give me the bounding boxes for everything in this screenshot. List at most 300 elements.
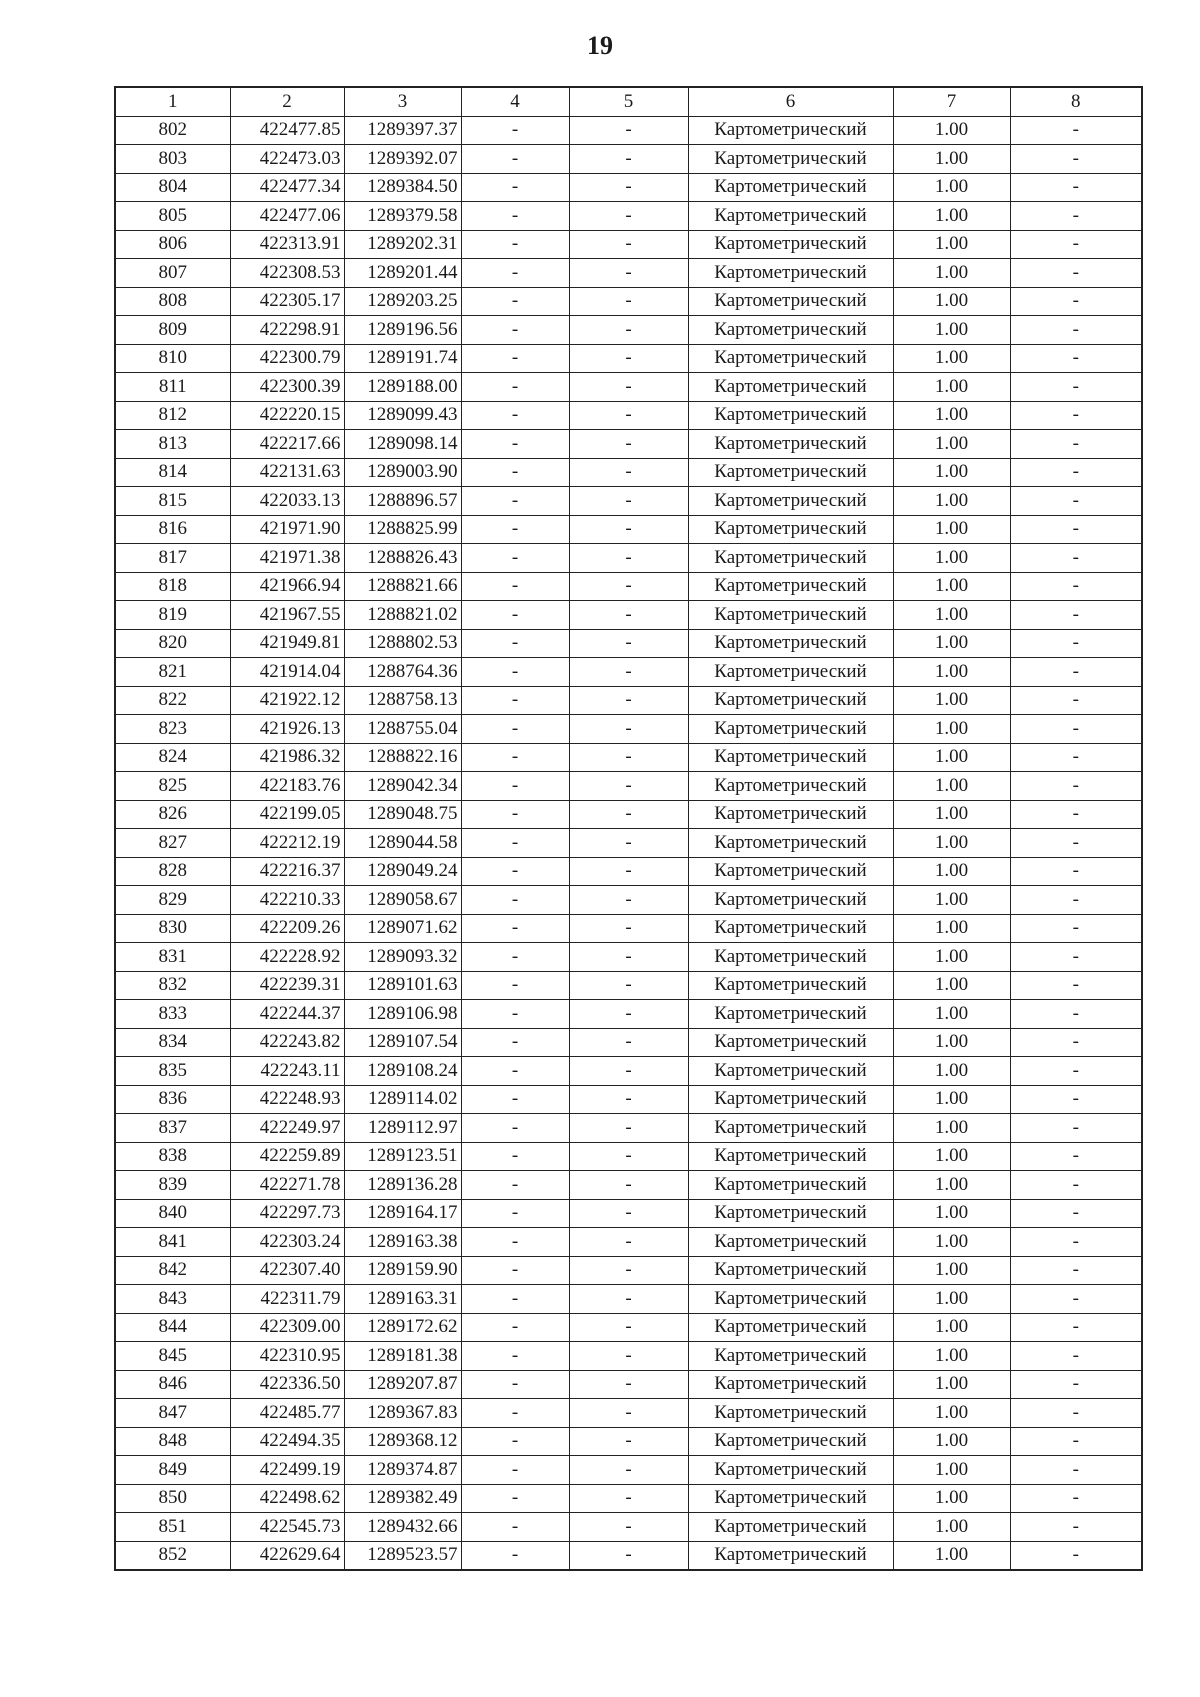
method-cell: Картометрический — [688, 1000, 893, 1029]
accuracy-cell: 1.00 — [893, 1142, 1010, 1171]
col4-cell: - — [461, 401, 569, 430]
point-number-cell: 821 — [115, 658, 230, 687]
table-row — [115, 515, 1142, 544]
col5-cell: - — [569, 971, 688, 1000]
point-number-cell: 841 — [115, 1228, 230, 1257]
col5-cell: - — [569, 116, 688, 145]
method-cell: Картометрический — [688, 1057, 893, 1086]
col8-cell: - — [1010, 1028, 1142, 1057]
col5-cell: - — [569, 230, 688, 259]
col5-cell: - — [569, 287, 688, 316]
table-row — [115, 1313, 1142, 1342]
col5-cell: - — [569, 1228, 688, 1257]
point-number-cell: 822 — [115, 686, 230, 715]
col4-cell: - — [461, 914, 569, 943]
accuracy-cell: 1.00 — [893, 1342, 1010, 1371]
col8-cell: - — [1010, 1313, 1142, 1342]
method-cell: Картометрический — [688, 373, 893, 402]
y-coordinate-cell: 1289188.00 — [344, 373, 461, 402]
point-number-cell: 843 — [115, 1285, 230, 1314]
col5-cell: - — [569, 202, 688, 231]
table-row — [115, 145, 1142, 174]
method-cell: Картометрический — [688, 857, 893, 886]
col5-cell: - — [569, 544, 688, 573]
coordinates-table — [114, 86, 1143, 1571]
table-row — [115, 629, 1142, 658]
x-coordinate-cell: 422183.76 — [230, 772, 344, 801]
column-header: 5 — [569, 87, 688, 116]
x-coordinate-cell: 421926.13 — [230, 715, 344, 744]
x-coordinate-cell: 422310.95 — [230, 1342, 344, 1371]
y-coordinate-cell: 1288825.99 — [344, 515, 461, 544]
x-coordinate-cell: 422297.73 — [230, 1199, 344, 1228]
point-number-cell: 832 — [115, 971, 230, 1000]
col8-cell: - — [1010, 943, 1142, 972]
y-coordinate-cell: 1289003.90 — [344, 458, 461, 487]
table-row — [115, 1028, 1142, 1057]
col8-cell: - — [1010, 1085, 1142, 1114]
col8-cell: - — [1010, 173, 1142, 202]
col5-cell: - — [569, 1285, 688, 1314]
col4-cell: - — [461, 1285, 569, 1314]
table-row — [115, 1085, 1142, 1114]
x-coordinate-cell: 422494.35 — [230, 1427, 344, 1456]
col4-cell: - — [461, 658, 569, 687]
accuracy-cell: 1.00 — [893, 1484, 1010, 1513]
col4-cell: - — [461, 173, 569, 202]
accuracy-cell: 1.00 — [893, 401, 1010, 430]
accuracy-cell: 1.00 — [893, 1456, 1010, 1485]
method-cell: Картометрический — [688, 601, 893, 630]
method-cell: Картометрический — [688, 800, 893, 829]
table-row — [115, 971, 1142, 1000]
x-coordinate-cell: 422209.26 — [230, 914, 344, 943]
point-number-cell: 835 — [115, 1057, 230, 1086]
point-number-cell: 836 — [115, 1085, 230, 1114]
col4-cell: - — [461, 344, 569, 373]
column-header: 1 — [115, 87, 230, 116]
method-cell: Картометрический — [688, 715, 893, 744]
table-header-row — [115, 87, 1142, 116]
accuracy-cell: 1.00 — [893, 1370, 1010, 1399]
table-row — [115, 857, 1142, 886]
col4-cell: - — [461, 800, 569, 829]
method-cell: Картометрический — [688, 1513, 893, 1542]
y-coordinate-cell: 1289159.90 — [344, 1256, 461, 1285]
y-coordinate-cell: 1288821.66 — [344, 572, 461, 601]
point-number-cell: 852 — [115, 1541, 230, 1570]
table-row — [115, 658, 1142, 687]
col8-cell: - — [1010, 1370, 1142, 1399]
accuracy-cell: 1.00 — [893, 458, 1010, 487]
col5-cell: - — [569, 1199, 688, 1228]
point-number-cell: 818 — [115, 572, 230, 601]
accuracy-cell: 1.00 — [893, 914, 1010, 943]
y-coordinate-cell: 1289207.87 — [344, 1370, 461, 1399]
y-coordinate-cell: 1288826.43 — [344, 544, 461, 573]
col5-cell: - — [569, 1028, 688, 1057]
x-coordinate-cell: 422212.19 — [230, 829, 344, 858]
col5-cell: - — [569, 1370, 688, 1399]
point-number-cell: 805 — [115, 202, 230, 231]
y-coordinate-cell: 1289397.37 — [344, 116, 461, 145]
col5-cell: - — [569, 458, 688, 487]
method-cell: Картометрический — [688, 1142, 893, 1171]
y-coordinate-cell: 1289099.43 — [344, 401, 461, 430]
col4-cell: - — [461, 544, 569, 573]
table-row — [115, 287, 1142, 316]
point-number-cell: 817 — [115, 544, 230, 573]
y-coordinate-cell: 1289042.34 — [344, 772, 461, 801]
x-coordinate-cell: 421966.94 — [230, 572, 344, 601]
method-cell: Картометрический — [688, 116, 893, 145]
accuracy-cell: 1.00 — [893, 829, 1010, 858]
col5-cell: - — [569, 601, 688, 630]
col8-cell: - — [1010, 1000, 1142, 1029]
method-cell: Картометрический — [688, 572, 893, 601]
accuracy-cell: 1.00 — [893, 1228, 1010, 1257]
table-row — [115, 1142, 1142, 1171]
point-number-cell: 816 — [115, 515, 230, 544]
method-cell: Картометрический — [688, 1171, 893, 1200]
table-row — [115, 1342, 1142, 1371]
col4-cell: - — [461, 287, 569, 316]
col5-cell: - — [569, 173, 688, 202]
x-coordinate-cell: 421922.12 — [230, 686, 344, 715]
col8-cell: - — [1010, 1114, 1142, 1143]
col5-cell: - — [569, 829, 688, 858]
accuracy-cell: 1.00 — [893, 800, 1010, 829]
accuracy-cell: 1.00 — [893, 1114, 1010, 1143]
x-coordinate-cell: 422311.79 — [230, 1285, 344, 1314]
x-coordinate-cell: 422243.11 — [230, 1057, 344, 1086]
point-number-cell: 839 — [115, 1171, 230, 1200]
col5-cell: - — [569, 1456, 688, 1485]
y-coordinate-cell: 1289164.17 — [344, 1199, 461, 1228]
table-row — [115, 1228, 1142, 1257]
x-coordinate-cell: 422499.19 — [230, 1456, 344, 1485]
col5-cell: - — [569, 1114, 688, 1143]
col4-cell: - — [461, 971, 569, 1000]
col8-cell: - — [1010, 287, 1142, 316]
table-row — [115, 886, 1142, 915]
method-cell: Картометрический — [688, 971, 893, 1000]
point-number-cell: 819 — [115, 601, 230, 630]
y-coordinate-cell: 1289172.62 — [344, 1313, 461, 1342]
y-coordinate-cell: 1289201.44 — [344, 259, 461, 288]
col4-cell: - — [461, 715, 569, 744]
x-coordinate-cell: 422249.97 — [230, 1114, 344, 1143]
x-coordinate-cell: 422477.06 — [230, 202, 344, 231]
x-coordinate-cell: 422545.73 — [230, 1513, 344, 1542]
method-cell: Картометрический — [688, 1342, 893, 1371]
col5-cell: - — [569, 344, 688, 373]
x-coordinate-cell: 422305.17 — [230, 287, 344, 316]
col8-cell: - — [1010, 1142, 1142, 1171]
col5-cell: - — [569, 316, 688, 345]
table-row — [115, 1370, 1142, 1399]
method-cell: Картометрический — [688, 1313, 893, 1342]
point-number-cell: 828 — [115, 857, 230, 886]
col8-cell: - — [1010, 145, 1142, 174]
method-cell: Картометрический — [688, 1370, 893, 1399]
accuracy-cell: 1.00 — [893, 259, 1010, 288]
col8-cell: - — [1010, 230, 1142, 259]
x-coordinate-cell: 422259.89 — [230, 1142, 344, 1171]
x-coordinate-cell: 421971.38 — [230, 544, 344, 573]
col4-cell: - — [461, 857, 569, 886]
accuracy-cell: 1.00 — [893, 1256, 1010, 1285]
table-row — [115, 572, 1142, 601]
accuracy-cell: 1.00 — [893, 544, 1010, 573]
col8-cell: - — [1010, 544, 1142, 573]
table-row — [115, 1199, 1142, 1228]
accuracy-cell: 1.00 — [893, 1313, 1010, 1342]
accuracy-cell: 1.00 — [893, 173, 1010, 202]
col5-cell: - — [569, 1256, 688, 1285]
point-number-cell: 826 — [115, 800, 230, 829]
table-row — [115, 401, 1142, 430]
x-coordinate-cell: 422477.85 — [230, 116, 344, 145]
col8-cell: - — [1010, 1228, 1142, 1257]
x-coordinate-cell: 421914.04 — [230, 658, 344, 687]
y-coordinate-cell: 1288755.04 — [344, 715, 461, 744]
y-coordinate-cell: 1289058.67 — [344, 886, 461, 915]
y-coordinate-cell: 1289196.56 — [344, 316, 461, 345]
col4-cell: - — [461, 316, 569, 345]
table-row — [115, 430, 1142, 459]
method-cell: Картометрический — [688, 772, 893, 801]
method-cell: Картометрический — [688, 1085, 893, 1114]
method-cell: Картометрический — [688, 658, 893, 687]
col8-cell: - — [1010, 686, 1142, 715]
accuracy-cell: 1.00 — [893, 1000, 1010, 1029]
x-coordinate-cell: 422298.91 — [230, 316, 344, 345]
table-row — [115, 1057, 1142, 1086]
method-cell: Картометрический — [688, 1484, 893, 1513]
table-row — [115, 1000, 1142, 1029]
point-number-cell: 820 — [115, 629, 230, 658]
y-coordinate-cell: 1288896.57 — [344, 487, 461, 516]
y-coordinate-cell: 1289392.07 — [344, 145, 461, 174]
point-number-cell: 830 — [115, 914, 230, 943]
col4-cell: - — [461, 373, 569, 402]
x-coordinate-cell: 422217.66 — [230, 430, 344, 459]
col8-cell: - — [1010, 1399, 1142, 1428]
col4-cell: - — [461, 1228, 569, 1257]
table-row — [115, 487, 1142, 516]
table-row — [115, 344, 1142, 373]
method-cell: Картометрический — [688, 743, 893, 772]
accuracy-cell: 1.00 — [893, 487, 1010, 516]
method-cell: Картометрический — [688, 202, 893, 231]
accuracy-cell: 1.00 — [893, 658, 1010, 687]
y-coordinate-cell: 1288821.02 — [344, 601, 461, 630]
point-number-cell: 802 — [115, 116, 230, 145]
method-cell: Картометрический — [688, 173, 893, 202]
col4-cell: - — [461, 145, 569, 174]
col8-cell: - — [1010, 772, 1142, 801]
point-number-cell: 834 — [115, 1028, 230, 1057]
method-cell: Картометрический — [688, 544, 893, 573]
accuracy-cell: 1.00 — [893, 715, 1010, 744]
x-coordinate-cell: 422220.15 — [230, 401, 344, 430]
table-row — [115, 943, 1142, 972]
x-coordinate-cell: 422498.62 — [230, 1484, 344, 1513]
y-coordinate-cell: 1289203.25 — [344, 287, 461, 316]
col8-cell: - — [1010, 487, 1142, 516]
x-coordinate-cell: 422300.39 — [230, 373, 344, 402]
method-cell: Картометрический — [688, 430, 893, 459]
col8-cell: - — [1010, 1541, 1142, 1570]
method-cell: Картометрический — [688, 886, 893, 915]
col5-cell: - — [569, 1427, 688, 1456]
col4-cell: - — [461, 629, 569, 658]
col8-cell: - — [1010, 1057, 1142, 1086]
method-cell: Картометрический — [688, 401, 893, 430]
table-row — [115, 829, 1142, 858]
accuracy-cell: 1.00 — [893, 1541, 1010, 1570]
table-row — [115, 601, 1142, 630]
col5-cell: - — [569, 1057, 688, 1086]
table-row — [115, 173, 1142, 202]
col4-cell: - — [461, 886, 569, 915]
y-coordinate-cell: 1289098.14 — [344, 430, 461, 459]
col8-cell: - — [1010, 1285, 1142, 1314]
col5-cell: - — [569, 373, 688, 402]
table-row — [115, 1285, 1142, 1314]
point-number-cell: 851 — [115, 1513, 230, 1542]
col5-cell: - — [569, 1171, 688, 1200]
y-coordinate-cell: 1289374.87 — [344, 1456, 461, 1485]
col5-cell: - — [569, 145, 688, 174]
col4-cell: - — [461, 1199, 569, 1228]
col5-cell: - — [569, 1085, 688, 1114]
col8-cell: - — [1010, 572, 1142, 601]
col8-cell: - — [1010, 914, 1142, 943]
col5-cell: - — [569, 1313, 688, 1342]
y-coordinate-cell: 1289136.28 — [344, 1171, 461, 1200]
point-number-cell: 804 — [115, 173, 230, 202]
col8-cell: - — [1010, 259, 1142, 288]
point-number-cell: 833 — [115, 1000, 230, 1029]
method-cell: Картометрический — [688, 1427, 893, 1456]
col4-cell: - — [461, 1085, 569, 1114]
table-row — [115, 1427, 1142, 1456]
x-coordinate-cell: 421967.55 — [230, 601, 344, 630]
point-number-cell: 808 — [115, 287, 230, 316]
col8-cell: - — [1010, 857, 1142, 886]
col8-cell: - — [1010, 829, 1142, 858]
column-header: 3 — [344, 87, 461, 116]
col4-cell: - — [461, 1057, 569, 1086]
x-coordinate-cell: 422210.33 — [230, 886, 344, 915]
col5-cell: - — [569, 629, 688, 658]
accuracy-cell: 1.00 — [893, 572, 1010, 601]
accuracy-cell: 1.00 — [893, 287, 1010, 316]
point-number-cell: 850 — [115, 1484, 230, 1513]
method-cell: Картометрический — [688, 230, 893, 259]
col8-cell: - — [1010, 1256, 1142, 1285]
accuracy-cell: 1.00 — [893, 145, 1010, 174]
method-cell: Картометрический — [688, 629, 893, 658]
accuracy-cell: 1.00 — [893, 686, 1010, 715]
y-coordinate-cell: 1288802.53 — [344, 629, 461, 658]
table-row — [115, 1399, 1142, 1428]
col5-cell: - — [569, 259, 688, 288]
point-number-cell: 824 — [115, 743, 230, 772]
method-cell: Картометрический — [688, 1228, 893, 1257]
x-coordinate-cell: 422300.79 — [230, 344, 344, 373]
accuracy-cell: 1.00 — [893, 116, 1010, 145]
y-coordinate-cell: 1289163.31 — [344, 1285, 461, 1314]
x-coordinate-cell: 421949.81 — [230, 629, 344, 658]
method-cell: Картометрический — [688, 1028, 893, 1057]
x-coordinate-cell: 422308.53 — [230, 259, 344, 288]
col8-cell: - — [1010, 1342, 1142, 1371]
x-coordinate-cell: 422309.00 — [230, 1313, 344, 1342]
point-number-cell: 844 — [115, 1313, 230, 1342]
accuracy-cell: 1.00 — [893, 1427, 1010, 1456]
table-row — [115, 1171, 1142, 1200]
point-number-cell: 825 — [115, 772, 230, 801]
x-coordinate-cell: 422131.63 — [230, 458, 344, 487]
x-coordinate-cell: 421986.32 — [230, 743, 344, 772]
accuracy-cell: 1.00 — [893, 629, 1010, 658]
method-cell: Картометрический — [688, 458, 893, 487]
table-row — [115, 800, 1142, 829]
x-coordinate-cell: 422485.77 — [230, 1399, 344, 1428]
col4-cell: - — [461, 1171, 569, 1200]
col4-cell: - — [461, 1142, 569, 1171]
table-row — [115, 230, 1142, 259]
y-coordinate-cell: 1289106.98 — [344, 1000, 461, 1029]
method-cell: Картометрический — [688, 1541, 893, 1570]
point-number-cell: 809 — [115, 316, 230, 345]
x-coordinate-cell: 422313.91 — [230, 230, 344, 259]
table-row — [115, 259, 1142, 288]
x-coordinate-cell: 422239.31 — [230, 971, 344, 1000]
method-cell: Картометрический — [688, 914, 893, 943]
accuracy-cell: 1.00 — [893, 886, 1010, 915]
col4-cell: - — [461, 1000, 569, 1029]
x-coordinate-cell: 422307.40 — [230, 1256, 344, 1285]
accuracy-cell: 1.00 — [893, 1057, 1010, 1086]
method-cell: Картометрический — [688, 1399, 893, 1428]
col8-cell: - — [1010, 1513, 1142, 1542]
col8-cell: - — [1010, 971, 1142, 1000]
col5-cell: - — [569, 857, 688, 886]
col5-cell: - — [569, 886, 688, 915]
point-number-cell: 831 — [115, 943, 230, 972]
col4-cell: - — [461, 1541, 569, 1570]
accuracy-cell: 1.00 — [893, 1028, 1010, 1057]
accuracy-cell: 1.00 — [893, 1171, 1010, 1200]
table-row — [115, 743, 1142, 772]
table-row — [115, 544, 1142, 573]
col8-cell: - — [1010, 715, 1142, 744]
table-row — [115, 1256, 1142, 1285]
col8-cell: - — [1010, 601, 1142, 630]
point-number-cell: 829 — [115, 886, 230, 915]
column-header: 2 — [230, 87, 344, 116]
col4-cell: - — [461, 1456, 569, 1485]
col4-cell: - — [461, 1484, 569, 1513]
table-row — [115, 914, 1142, 943]
table-row — [115, 686, 1142, 715]
y-coordinate-cell: 1289123.51 — [344, 1142, 461, 1171]
y-coordinate-cell: 1289163.38 — [344, 1228, 461, 1257]
